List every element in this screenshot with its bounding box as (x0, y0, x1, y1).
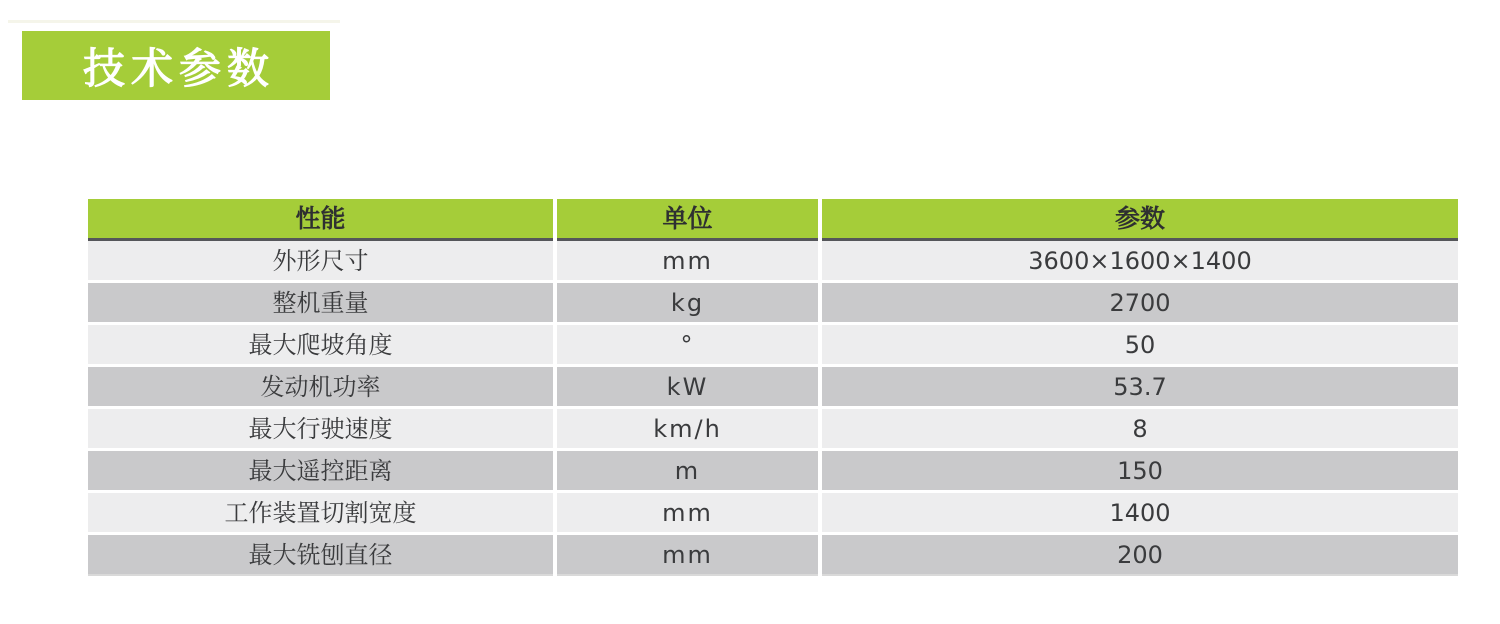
header-cell-parameter: 参数 (822, 199, 1458, 238)
page-title: 技术参数 (82, 43, 275, 93)
spec-table (88, 199, 1458, 574)
spec-value: 8 (822, 409, 1458, 448)
title-badge (22, 31, 330, 100)
spec-unit: mm (557, 493, 818, 532)
spec-value: 3600×1600×1400 (822, 241, 1458, 280)
spec-unit: ° (557, 325, 818, 364)
spec-name: 整机重量 (88, 283, 553, 322)
spec-unit: mm (557, 241, 818, 280)
spec-unit: m (557, 451, 818, 490)
spec-unit: km/h (557, 409, 818, 448)
spec-name: 工作装置切割宽度 (88, 493, 553, 532)
spec-value: 200 (822, 535, 1458, 574)
spec-unit: mm (557, 535, 818, 574)
spec-value: 50 (822, 325, 1458, 364)
spec-name: 最大行驶速度 (88, 409, 553, 448)
spec-name: 外形尺寸 (88, 241, 553, 280)
spec-name: 发动机功率 (88, 367, 553, 406)
spec-value: 53.7 (822, 367, 1458, 406)
spec-name: 最大遥控距离 (88, 451, 553, 490)
spec-name: 最大铣刨直径 (88, 535, 553, 574)
faint-top-stripe (8, 20, 340, 23)
header-cell-unit: 单位 (557, 199, 818, 238)
spec-value: 2700 (822, 283, 1458, 322)
header-cell-performance: 性能 (88, 199, 553, 238)
spec-unit: kW (557, 367, 818, 406)
spec-value: 1400 (822, 493, 1458, 532)
spec-unit: kg (557, 283, 818, 322)
spec-name: 最大爬坡角度 (88, 325, 553, 364)
spec-value: 150 (822, 451, 1458, 490)
